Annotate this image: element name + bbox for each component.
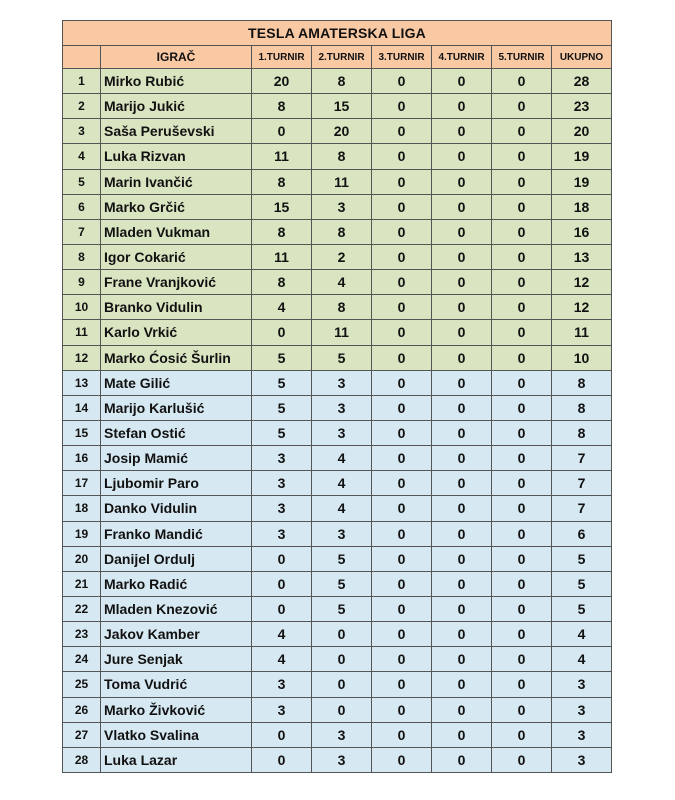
total-score: 7	[552, 471, 612, 496]
tournament-3-score: 0	[372, 395, 432, 420]
player-name: Marijo Jukić	[101, 94, 252, 119]
tournament-5-score: 0	[492, 697, 552, 722]
tournament-2-score: 5	[312, 571, 372, 596]
tournament-4-score: 0	[432, 546, 492, 571]
total-score: 19	[552, 144, 612, 169]
tournament-4-score: 0	[432, 622, 492, 647]
tournament-4-score: 0	[432, 144, 492, 169]
rank-cell: 14	[63, 395, 101, 420]
tournament-1-score: 4	[252, 622, 312, 647]
total-score: 20	[552, 119, 612, 144]
tournament-5-score: 0	[492, 194, 552, 219]
rank-cell: 19	[63, 521, 101, 546]
league-table	[62, 20, 612, 773]
tournament-2-score: 2	[312, 244, 372, 269]
tournament-2-score: 3	[312, 521, 372, 546]
tournament-2-score: 20	[312, 119, 372, 144]
tournament-5-score: 0	[492, 446, 552, 471]
tournament-2-score: 0	[312, 647, 372, 672]
header-tournament-3: 3.TURNIR	[372, 46, 432, 69]
rank-cell: 28	[63, 747, 101, 772]
tournament-4-score: 0	[432, 420, 492, 445]
player-name: Luka Rizvan	[101, 144, 252, 169]
tournament-1-score: 8	[252, 94, 312, 119]
tournament-4-score: 0	[432, 270, 492, 295]
tournament-4-score: 0	[432, 320, 492, 345]
total-score: 3	[552, 747, 612, 772]
table-row	[63, 395, 612, 420]
tournament-3-score: 0	[372, 496, 432, 521]
tournament-3-score: 0	[372, 270, 432, 295]
table-row	[63, 345, 612, 370]
tournament-5-score: 0	[492, 546, 552, 571]
table-row	[63, 194, 612, 219]
tournament-2-score: 5	[312, 546, 372, 571]
tournament-5-score: 0	[492, 647, 552, 672]
table-row	[63, 697, 612, 722]
player-name: Marko Ćosić Šurlin	[101, 345, 252, 370]
player-name: Jure Senjak	[101, 647, 252, 672]
player-name: Marko Živković	[101, 697, 252, 722]
table-row	[63, 370, 612, 395]
table-row	[63, 496, 612, 521]
tournament-1-score: 0	[252, 596, 312, 621]
rank-cell: 5	[63, 169, 101, 194]
player-name: Luka Lazar	[101, 747, 252, 772]
tournament-1-score: 0	[252, 546, 312, 571]
total-score: 3	[552, 672, 612, 697]
rank-cell: 21	[63, 571, 101, 596]
player-name: Ljubomir Paro	[101, 471, 252, 496]
tournament-3-score: 0	[372, 370, 432, 395]
player-name: Mate Gilić	[101, 370, 252, 395]
table-row	[63, 521, 612, 546]
tournament-3-score: 0	[372, 521, 432, 546]
tournament-5-score: 0	[492, 395, 552, 420]
tournament-3-score: 0	[372, 672, 432, 697]
total-score: 18	[552, 194, 612, 219]
header-tournament-2: 2.TURNIR	[312, 46, 372, 69]
player-name: Igor Cokarić	[101, 244, 252, 269]
rank-cell: 3	[63, 119, 101, 144]
player-name: Toma Vudrić	[101, 672, 252, 697]
tournament-1-score: 3	[252, 697, 312, 722]
total-score: 23	[552, 94, 612, 119]
tournament-1-score: 5	[252, 345, 312, 370]
table-row	[63, 622, 612, 647]
tournament-5-score: 0	[492, 94, 552, 119]
rank-cell: 23	[63, 622, 101, 647]
tournament-2-score: 4	[312, 496, 372, 521]
tournament-4-score: 0	[432, 244, 492, 269]
tournament-4-score: 0	[432, 295, 492, 320]
tournament-5-score: 0	[492, 420, 552, 445]
player-name: Danijel Ordulj	[101, 546, 252, 571]
tournament-1-score: 3	[252, 471, 312, 496]
tournament-1-score: 4	[252, 295, 312, 320]
tournament-2-score: 3	[312, 395, 372, 420]
tournament-4-score: 0	[432, 194, 492, 219]
player-name: Franko Mandić	[101, 521, 252, 546]
player-name: Vlatko Svalina	[101, 722, 252, 747]
table-row	[63, 270, 612, 295]
tournament-2-score: 11	[312, 169, 372, 194]
tournament-5-score: 0	[492, 119, 552, 144]
tournament-5-score: 0	[492, 471, 552, 496]
tournament-3-score: 0	[372, 69, 432, 94]
tournament-2-score: 4	[312, 270, 372, 295]
tournament-4-score: 0	[432, 446, 492, 471]
table-row	[63, 169, 612, 194]
tournament-4-score: 0	[432, 672, 492, 697]
tournament-5-score: 0	[492, 496, 552, 521]
total-score: 11	[552, 320, 612, 345]
table-row	[63, 69, 612, 94]
tournament-3-score: 0	[372, 697, 432, 722]
table-row	[63, 596, 612, 621]
header-tournament-4: 4.TURNIR	[432, 46, 492, 69]
tournament-1-score: 0	[252, 747, 312, 772]
player-name: Danko Vidulin	[101, 496, 252, 521]
rank-cell: 13	[63, 370, 101, 395]
tournament-1-score: 15	[252, 194, 312, 219]
tournament-4-score: 0	[432, 395, 492, 420]
tournament-1-score: 0	[252, 722, 312, 747]
table-row	[63, 94, 612, 119]
tournament-2-score: 4	[312, 446, 372, 471]
tournament-4-score: 0	[432, 471, 492, 496]
player-name: Mladen Vukman	[101, 219, 252, 244]
tournament-2-score: 0	[312, 622, 372, 647]
tournament-4-score: 0	[432, 571, 492, 596]
tournament-2-score: 3	[312, 420, 372, 445]
tournament-4-score: 0	[432, 69, 492, 94]
rank-cell: 27	[63, 722, 101, 747]
tournament-4-score: 0	[432, 596, 492, 621]
rank-cell: 18	[63, 496, 101, 521]
rank-cell: 20	[63, 546, 101, 571]
tournament-5-score: 0	[492, 672, 552, 697]
table-row	[63, 672, 612, 697]
rank-cell: 25	[63, 672, 101, 697]
rank-cell: 22	[63, 596, 101, 621]
tournament-5-score: 0	[492, 722, 552, 747]
tournament-2-score: 8	[312, 295, 372, 320]
tournament-1-score: 0	[252, 571, 312, 596]
rank-cell: 17	[63, 471, 101, 496]
tournament-5-score: 0	[492, 521, 552, 546]
tournament-5-score: 0	[492, 571, 552, 596]
tournament-3-score: 0	[372, 295, 432, 320]
tournament-4-score: 0	[432, 219, 492, 244]
table-row	[63, 219, 612, 244]
header-total: UKUPNO	[552, 46, 612, 69]
tournament-1-score: 8	[252, 270, 312, 295]
total-score: 12	[552, 295, 612, 320]
tournament-3-score: 0	[372, 194, 432, 219]
tournament-1-score: 5	[252, 370, 312, 395]
rank-cell: 7	[63, 219, 101, 244]
tournament-2-score: 5	[312, 345, 372, 370]
total-score: 6	[552, 521, 612, 546]
table-row	[63, 244, 612, 269]
total-score: 12	[552, 270, 612, 295]
tournament-3-score: 0	[372, 747, 432, 772]
player-name: Branko Vidulin	[101, 295, 252, 320]
tournament-5-score: 0	[492, 622, 552, 647]
player-name: Stefan Ostić	[101, 420, 252, 445]
header-row	[63, 46, 612, 69]
tournament-5-score: 0	[492, 244, 552, 269]
tournament-3-score: 0	[372, 244, 432, 269]
header-rank	[63, 46, 101, 69]
header-tournament-1: 1.TURNIR	[252, 46, 312, 69]
tournament-2-score: 8	[312, 69, 372, 94]
tournament-1-score: 0	[252, 119, 312, 144]
rank-cell: 8	[63, 244, 101, 269]
total-score: 28	[552, 69, 612, 94]
tournament-3-score: 0	[372, 622, 432, 647]
tournament-4-score: 0	[432, 345, 492, 370]
table-row	[63, 471, 612, 496]
tournament-2-score: 3	[312, 194, 372, 219]
tournament-3-score: 0	[372, 169, 432, 194]
rank-cell: 12	[63, 345, 101, 370]
tournament-3-score: 0	[372, 420, 432, 445]
player-name: Mladen Knezović	[101, 596, 252, 621]
total-score: 8	[552, 395, 612, 420]
total-score: 3	[552, 722, 612, 747]
tournament-1-score: 0	[252, 320, 312, 345]
tournament-3-score: 0	[372, 647, 432, 672]
player-name: Marko Grčić	[101, 194, 252, 219]
tournament-3-score: 0	[372, 596, 432, 621]
rank-cell: 2	[63, 94, 101, 119]
tournament-3-score: 0	[372, 722, 432, 747]
rank-cell: 11	[63, 320, 101, 345]
table-row	[63, 446, 612, 471]
player-name: Marko Radić	[101, 571, 252, 596]
tournament-1-score: 8	[252, 169, 312, 194]
tournament-2-score: 8	[312, 219, 372, 244]
table-row	[63, 320, 612, 345]
tournament-4-score: 0	[432, 496, 492, 521]
tournament-1-score: 20	[252, 69, 312, 94]
tournament-2-score: 3	[312, 370, 372, 395]
rank-cell: 26	[63, 697, 101, 722]
table-title: TESLA AMATERSKA LIGA	[63, 21, 612, 46]
total-score: 10	[552, 345, 612, 370]
tournament-3-score: 0	[372, 571, 432, 596]
tournament-1-score: 3	[252, 672, 312, 697]
player-name: Marin Ivančić	[101, 169, 252, 194]
tournament-4-score: 0	[432, 521, 492, 546]
tournament-2-score: 0	[312, 697, 372, 722]
tournament-2-score: 15	[312, 94, 372, 119]
tournament-1-score: 3	[252, 521, 312, 546]
header-player: IGRAČ	[101, 46, 252, 69]
tournament-2-score: 5	[312, 596, 372, 621]
tournament-5-score: 0	[492, 144, 552, 169]
table-row	[63, 295, 612, 320]
player-name: Frane Vranjković	[101, 270, 252, 295]
total-score: 13	[552, 244, 612, 269]
tournament-2-score: 4	[312, 471, 372, 496]
tournament-4-score: 0	[432, 119, 492, 144]
tournament-5-score: 0	[492, 596, 552, 621]
tournament-3-score: 0	[372, 320, 432, 345]
total-score: 3	[552, 697, 612, 722]
tournament-4-score: 0	[432, 747, 492, 772]
tournament-5-score: 0	[492, 747, 552, 772]
tournament-1-score: 3	[252, 496, 312, 521]
tournament-2-score: 3	[312, 747, 372, 772]
player-name: Saša Peruševski	[101, 119, 252, 144]
player-name: Marijo Karlušić	[101, 395, 252, 420]
tournament-4-score: 0	[432, 94, 492, 119]
player-name: Mirko Rubić	[101, 69, 252, 94]
tournament-1-score: 5	[252, 420, 312, 445]
total-score: 7	[552, 496, 612, 521]
tournament-1-score: 11	[252, 244, 312, 269]
table-row	[63, 144, 612, 169]
player-name: Jakov Kamber	[101, 622, 252, 647]
tournament-4-score: 0	[432, 697, 492, 722]
rank-cell: 4	[63, 144, 101, 169]
tournament-5-score: 0	[492, 295, 552, 320]
tournament-5-score: 0	[492, 320, 552, 345]
rank-cell: 10	[63, 295, 101, 320]
total-score: 8	[552, 370, 612, 395]
rank-cell: 1	[63, 69, 101, 94]
tournament-2-score: 0	[312, 672, 372, 697]
table-row	[63, 119, 612, 144]
tournament-4-score: 0	[432, 370, 492, 395]
total-score: 5	[552, 571, 612, 596]
total-score: 7	[552, 446, 612, 471]
rank-cell: 9	[63, 270, 101, 295]
total-score: 5	[552, 596, 612, 621]
tournament-1-score: 11	[252, 144, 312, 169]
total-score: 5	[552, 546, 612, 571]
tournament-5-score: 0	[492, 69, 552, 94]
tournament-1-score: 5	[252, 395, 312, 420]
tournament-5-score: 0	[492, 270, 552, 295]
total-score: 4	[552, 647, 612, 672]
tournament-4-score: 0	[432, 169, 492, 194]
tournament-3-score: 0	[372, 471, 432, 496]
tournament-1-score: 3	[252, 446, 312, 471]
total-score: 16	[552, 219, 612, 244]
tournament-5-score: 0	[492, 370, 552, 395]
total-score: 4	[552, 622, 612, 647]
tournament-1-score: 8	[252, 219, 312, 244]
tournament-3-score: 0	[372, 446, 432, 471]
total-score: 8	[552, 420, 612, 445]
tournament-5-score: 0	[492, 169, 552, 194]
table-row	[63, 571, 612, 596]
table-row	[63, 722, 612, 747]
rank-cell: 15	[63, 420, 101, 445]
tournament-3-score: 0	[372, 94, 432, 119]
tournament-3-score: 0	[372, 119, 432, 144]
tournament-5-score: 0	[492, 345, 552, 370]
rank-cell: 6	[63, 194, 101, 219]
tournament-3-score: 0	[372, 144, 432, 169]
tournament-3-score: 0	[372, 219, 432, 244]
header-tournament-5: 5.TURNIR	[492, 46, 552, 69]
table-row	[63, 546, 612, 571]
tournament-5-score: 0	[492, 219, 552, 244]
table-row	[63, 747, 612, 772]
total-score: 19	[552, 169, 612, 194]
rank-cell: 24	[63, 647, 101, 672]
tournament-1-score: 4	[252, 647, 312, 672]
rank-cell: 16	[63, 446, 101, 471]
tournament-3-score: 0	[372, 345, 432, 370]
tournament-2-score: 8	[312, 144, 372, 169]
tournament-4-score: 0	[432, 722, 492, 747]
table-row	[63, 420, 612, 445]
tournament-4-score: 0	[432, 647, 492, 672]
tournament-2-score: 3	[312, 722, 372, 747]
player-name: Josip Mamić	[101, 446, 252, 471]
tournament-3-score: 0	[372, 546, 432, 571]
player-name: Karlo Vrkić	[101, 320, 252, 345]
table-row	[63, 647, 612, 672]
tournament-2-score: 11	[312, 320, 372, 345]
